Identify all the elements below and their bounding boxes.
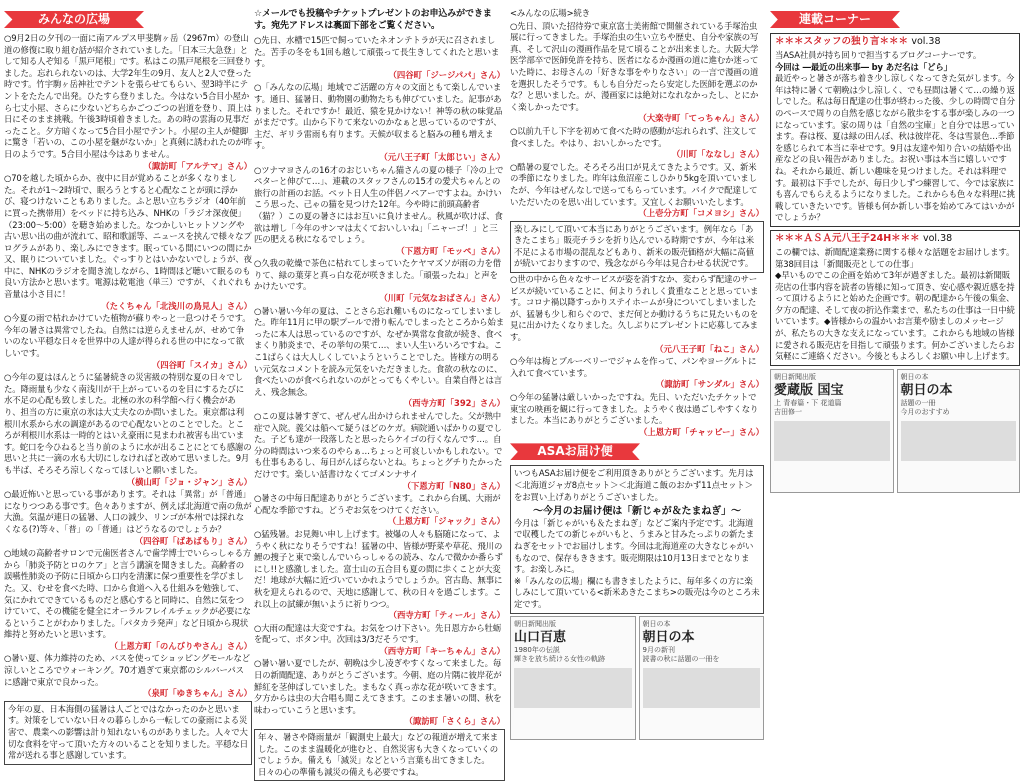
letter-entry <box>254 258 505 304</box>
asa24h-vol: vol.38 <box>922 232 953 244</box>
letter-text: ○今年は梅とブルーベリーでジャムを作って、パンやヨーグルトに入れて食べています。 <box>510 356 757 378</box>
letters-list-3 <box>510 21 764 220</box>
letter-signature: （川町「元気なおばさん」さん） <box>379 293 505 304</box>
book-subtitle: 9月の新刊 <box>642 645 675 654</box>
staff-column-body: 最近やっと暑さが落ち着き少し涼しくなってきた気がします。今年は特に暑くて朝晩は少し涼しく、でも昼間は暑くて…の繰り返しでした。私は毎日配達の仕事が終わった後、少しの時間で自分のペースで周りの自然を感じながら散歩をする事が楽しみの一つになっています。家の周りは「自然の宝庫」と自分では思っています。春は桜、夏は緑の田んぼ、秋は彼岸花、冬は雪景色…季節を感じられて本当に幸せです。9月は友達や知り合いの結婚や出産などの良い報告がありました。お祝い事は本当に嬉しいですね。それから最近、新しい趣味を見つけました。それは料理です。最初は下手でしたが、毎日少しずつ練習して、今では家族にも喜んでもらえるようになりました。これからも色々な料理に挑戦していきたいです。皆様も何か新しい事を始めてみてはいかがでしょうか？ <box>775 73 1015 223</box>
letter-entry <box>4 548 252 652</box>
letter-text: ○暑い夏、体力維持のため、バスを使ってショッピングモールなど涼しいところでウォーキング。70才過ぎて東京都のシルバーパスに感謝で東京で良かった。 <box>4 653 251 687</box>
letter-text: ○大雨の配達は大変ですね。お気をつけ下さい。先日恩方から牡蛎を配って、ボタン中。次回は3/3だそうです。 <box>254 622 502 645</box>
letter-entry <box>254 306 505 410</box>
book-publisher: 朝日新聞出版 <box>514 619 556 628</box>
letter-text: ○70を越した頃からか、夜中に目が覚めることが多くなりました。それが1～2時頃で、眠ろうとすると心配なことが頭に浮かび、寝つけないこともありました。ふと思い立ちラジオ（40年前に買った携帯用）をベッドに持ち込み、NHKの「ラジオ深夜便」（23:00～5:00）を聴き始めました。なつかしいヒットソングや古い思い出の曲が流れて、昭和歌謡等、ニュースを挟んで様々なプログラムがあり、楽しみにできます。眠っている間にいつの間にか又、眠りについていました。ぐっすりとはいかないでしょうが、夜中に、NHKのラジオを聞き流しながら、1時間ほど聴いて眠るのも良い方法かと思います。電源は乾電池（単三）ですが、くれぐれも音量は小さ目に！ <box>4 173 252 300</box>
book-publisher: 朝日の本 <box>642 619 671 628</box>
letter-signature: （諏訪町「さくら」さん） <box>404 716 505 727</box>
letter-entry <box>4 372 252 488</box>
continued-heading: <みんなの広場>続き <box>510 8 591 18</box>
book-subtitle: 上 青春篇・下 花道篇 <box>774 398 842 407</box>
letter-entry <box>4 33 252 172</box>
staff-column-intro: 当ASA社員が持ち回りで担当するブログコーナーです。 <box>775 50 982 60</box>
letter-text: ○先日、頂いた招待券で東京富士美術館で開催されている手塚治虫展に行ってきました。手塚治虫の生い立ちや歴史、自分や家族の写真、そして沢山の漫画作品を見て頃ることが出来ました。大阪大学医学部卒で医師免許を持ち、医者になるか漫画の道に進むか迷っていた時に、お母さんの「好きな事をやりなさい」の一言で漫画の道を選択したそうです。もしも自分だったら安定した医師を選ぶのかな？と思いました。が、漫画家には絶対になれなかったし、とにかく楽しかったです。 <box>510 20 759 112</box>
serial-tab <box>770 8 1020 30</box>
letter-signature: （西寺方町「ティール」さん） <box>388 610 505 621</box>
book-subtitle: 話題の一冊 <box>900 398 936 407</box>
staff-column-title <box>775 36 1015 48</box>
asa-tab-title: ASAお届け便 <box>537 444 613 459</box>
book-cover-image <box>901 421 1017 461</box>
letter-text: ○暑い暑い今年の夏は、ことさら忘れ難いものになってしまいました。昨年11月に甲の駅プールで滑り転んでしまったところから始まったに本人は思っているのですが、なぜか異常な食欲が続き、食べまくり肺炎まで、その挙句の果て…、まい人生いろいろですね。ここ1ぱらくは大人しくしていようということでした。皆様方の明るい元気なコメントを読み元気をいただきました。食欲の秋なのに、食べたいのが食べられないのがとってもくやしい。自業自得とは言え、残念無念。 <box>254 305 505 397</box>
letter-entry <box>510 126 764 161</box>
letter-entry <box>254 411 505 492</box>
column-2 <box>254 8 505 777</box>
staff-column-topic: 今回は ―最近の出来事― by あだ名は「どら」 <box>775 61 952 72</box>
book-ads-2 <box>770 369 1020 493</box>
letter-entry <box>4 313 252 371</box>
letter-entry <box>254 165 505 258</box>
letters-list-1 <box>4 33 252 700</box>
asa24h-title-text: ＊＊＊ＡＳＡ元八王子24H＊＊＊ <box>775 232 920 244</box>
staff-column <box>770 33 1020 227</box>
letters-list-3b <box>510 274 764 438</box>
asa-tab <box>510 440 764 462</box>
letter-text: ○先日、水槽で15匹で飼っていたネオンテトラが天に召されました。苦手の冬をも1回も越して頑張って長生きしてくれたと思います。 <box>254 35 500 69</box>
asa-note: ※「みんなの広場」欄にも書きましたように、毎年多くの方に楽しみにして頂いている<新米あきたこまち>の販売は今のところ未定です。 <box>514 575 760 609</box>
book-ad <box>897 369 1021 493</box>
letter-signature: （上恩方町「チャッピー」さん） <box>638 426 764 437</box>
letter-text: ○最近怖いと思っている事があります。それは「異常」が「普通」になりつつある事です。色々ありますが、例えば北海道で南の魚が大漁。気温が連日の猛暑、人口の減少、リンゴが本州では採れなくなる(?)等々、「普」の「普通」はどうなるのでしょうか？ <box>4 489 252 534</box>
letter-text: ○暑さの中毎日配達ありがとうございます。これから台風、大雨が心配な季節ですね。どうぞお気をつけてください。 <box>254 493 501 515</box>
asa24h-column <box>770 230 1020 366</box>
letter-text: ○以前九千し下字を初めて食べた時の感動が忘れられず、注文して食べました。やはり、おいしかったです。 <box>510 125 757 148</box>
letter-text: ○久我の乾燥で茶色に枯れてしまっていたケヤマズソが雨の力を借りて、緑の葉芽と真っ白な花が咲きました。「頑張ったね」と声をかけたいです。 <box>254 258 502 292</box>
letter-entry <box>4 489 252 547</box>
letter-signature: （元八王子町「太郎じい」さん） <box>379 151 505 162</box>
letter-text: ○猛残暑。お見舞い申し上げます。被爆の人々も脳随になって、ようやく秋になりそうですね！猛暑の中、皆様が野菜や草花、飛川の鯉の捜子と東で楽しんでいらっしゃるの読み、なんで微かか番らずにし!!と感激しました。富士山の五合目も夏の間に歩くことが大変だ！地球が大幅に近づいていかれようでしょうか。宮古島、無事に秋を迎えられるので、天地に感謝して、秋の日々を過ごします。これ以上の試練が無いように祈りつつ。 <box>254 528 503 609</box>
editor-note-box: 今年の夏、日本海側の猛暑は人ごとではなかったのかと思います。対策をしていない日々の暮らしから一転しての豪雨による災害で、農業への影響は計り知れないものがありました。人々で大切な食料を守って頂いた方々のいることを知りました。平穏な日常が送れる事と感謝しています。 <box>4 701 252 765</box>
editor-note-box-2: 年々、暑さや降雨量が「観測史上最大」などの報道が増えて来ました。このまま温暖化が進むと、自然災害も大きくなっていくのでしょうか。備えも「減災」などという言葉も出てきました。日々の心の準備も減災の備えも必要ですね。 <box>254 729 505 781</box>
letter-entry <box>510 162 764 220</box>
asa24h-title <box>775 233 1015 245</box>
asa24h-intro: この欄では、新聞配達業務に関する様々な話題をお届けします。第38回目は「新聞販売としての仕事」 <box>775 246 1015 269</box>
book-title: 朝日の本 <box>642 629 695 645</box>
serial-tab-title: 連載コーナー <box>798 12 871 26</box>
book-desc: 読書の秋に話題の一冊を <box>642 654 720 663</box>
asa-body: 今月は「新じゃがいも＆たまねぎ」などご案内予定です。北海道で収穫したての新じゃがいもと、うまみと甘みたっぷりの新たまねぎをセットでお届けします。今回は北海道産の大きなじゃがいもなので、保存もききます。販売期限は10月13日までとなります。お楽しみに。 <box>514 517 754 575</box>
letter-text: ○地域の高齢者サロンで元歯医者さんで歯学博士でいらっしゃる方から「肺炎予防とロのケア」と言う講演を聞きました。高齢者の誤嚥性肺炎の予防に日頃から口内を清潔に保つ重要性を学びました。又、むせを食べた時、口から食道へ入る仕組みを勉強して、気にかれてできているものだと感心すると同時に、自然に気をつけていて、その機能を健全にオーラルフレイルチェックが必要になるということがわかりました。「パタカラ発声」など日頃から現状維持と努めたいと思います。 <box>4 548 252 640</box>
letter-text: ○暑い暑い夏でしたが、朝晩は少し凌ぎやすくなって来ました。毎日の新聞配達、ありがとうございます。今朝、庭の片隅に彼岸花が鮮紅を茎伸ばしていました。まもなく真っ赤な花が咲いてきます。夕方からは虫の大合唱も聞こえてきます。このまま暑いの間、秋を味わっていこうと思います。 <box>254 658 502 715</box>
letter-entry <box>254 493 505 528</box>
letter-signature: （大楽寺町「てっちゃん」さん） <box>638 113 764 124</box>
rice-notice-box: 楽しみにして頂いて本当にありがとうございます。例年なら「あきたこまち」販売チラシを折り込んでいる時期ですが、今年は米不足による市場の混乱などもあり、新米の販売価格が大幅に高値が続いておりますので、残念ながら今年は見合わせる状況です。 <box>510 221 764 273</box>
section-tab <box>4 8 252 30</box>
staff-column-title-text: ＊＊＊スタッフの独り言＊＊＊ <box>775 36 909 47</box>
letter-signature: （上恩方町「ジャック」さん） <box>387 516 505 527</box>
letter-text: ○「みんなの広場」地域でご活躍の方々の文面ともて楽しんでいます。通日、猛暑日、動物園の動物たちも伸びていました。記事がありました。それですか！最近、猿を見かけない！神等の秋の味覚品がまだです。山から下りて来ないのかなぁと思っているのですが、主だ、ギリラ雷雨も有ります。天候が収まると脳みの種も増えます。 <box>254 82 503 151</box>
column-3 <box>510 8 764 764</box>
book-cover-image <box>643 668 761 708</box>
letter-signature: （下恩方町「N80」さん） <box>402 480 505 491</box>
asa-delivery-box <box>510 465 764 613</box>
book-subtitle: 1980年の伝説 <box>514 645 560 654</box>
letter-entry <box>254 35 505 81</box>
book-desc: 吉田修一 <box>774 407 802 416</box>
book-title: 山口百恵 <box>514 629 567 645</box>
book-publisher: 朝日新聞出版 <box>774 372 816 381</box>
letter-signature: （西寺方町「392」さん） <box>403 398 505 409</box>
letter-signature: （川町「ななし」さん） <box>671 149 764 160</box>
staff-column-vol: vol.38 <box>911 36 941 47</box>
letter-signature: （諏訪町「アルテマ」さん） <box>143 160 252 171</box>
book-desc: 今月のおすすめ <box>900 407 950 416</box>
letter-signature: （元八王子町「ねこ」さん） <box>655 343 764 354</box>
letter-text: ○世の中から色々なサービスが姿を消すなか、変わらず配達のサービスが続いていることに、何よりうれしく貴重なことと思っています。コロナ禍以降すっかりステイホームが身についてしまいましたが、猛暑も少し和らぐので、まだ何とか動けるうちに見たいものを見に出かけたくなりました。久しぶりにプレゼントに応募してみます。 <box>510 274 759 343</box>
letter-text: ○ツナマヨさんの16才のおじいちゃん猫さんの夏の様子「冷の上でペターと伸びて…」、連載のスタッフさんの15才の愛犬ちゃんとの旅行の計画のお話。ペット日人生の伴侶ノペアーですよね。かけいこう思った、己ゃの猫を見つけた12年。今や時に前頭高齢者（猫？）この夏の暑さにはお互いに負けません。秋風が吹けば、食欲は増し「今年のサンマは太くておいしいね」「ニャーゴ！」と三匹の肥える秋になるでしょう。 <box>254 164 504 245</box>
book-ads-1 <box>510 616 764 740</box>
letter-text: ○今年の猛暑は厳しいかったですね。先日、いただいたチケットで東宝の映画を観に行ってきました。ようやく夜は過ごしやすくなりました。本当にありがとうございました。 <box>510 392 759 426</box>
letter-signature: （四谷町「ばあばもり」さん） <box>134 535 252 546</box>
letter-text: ○この夏は暑すぎて、ぜんぜん出かけられませんでした。父が熱中症で入院。義父は船へて疑うほどのケガ。病院通いばかりの夏でした。子ども達が一段落したと思ったらケイゴの行くなんです…。自分の時間はいつ来るのやらぁ…ちょっと可哀しいかもしれない。でも仕事もあるし、毎日がんばらないとね。ちょっとグチりたかっただけです。楽しい話書けなくてゴメンナサイ <box>254 411 503 479</box>
letter-entry <box>254 529 505 622</box>
letter-signature: （諏訪町「サンダル」さん） <box>655 379 764 390</box>
letter-entry <box>254 623 505 658</box>
letter-text: ○9月2日の夕刊の一面に南アルプス甲斐駒ヶ岳（2967m）の登山道の修復に取り組む話が紹介されていました。「日本三大急登」として知る人ぞ知る「黒戸尾根」です。私はこの黒戸尾根を三回登りました。忘れられないのは、大学2年生の9月、友人と2人で登った時です。竹宇駒ヶ岳神社でテントを張らせてもらい、翌3時半にテントをたたんで出発。ひたすら登りました。今はない5合目小屋から七丈小屋、さらに少ないどちらかごつごつの岩道を登り、頂上は日にそのまま挑戦。午後3時頃着きました。あの時の雲海の見事だったこと。夕方暗くなって5合目小屋でテント。小屋の主人が健脚に驚き「若いの、この小屋を継がないか」と真剣に誘われたのが昨日のようです。5合目小屋は今はありません。 <box>4 33 252 159</box>
column-1 <box>4 8 252 764</box>
asa24h-body: ◆早いものでこの企画を始めて3年が過ぎました。最初は新聞販売店の仕事内容を読者の皆様に知って頂き、安心感や親近感を持って頂けるようにと始めた企画です。朝の配達から午後の集金、夕方の配達、そして夜の折込作業まで、私たちの仕事は一日中続いています。◆皆様からの温かいお言葉や励ましのメッセージが、私たちの大きな支えになっています。これからも地域の皆様に愛される販売店を目指して頑張ります。何かございましたらお気軽にご連絡ください。今後ともよろしくお願い申し上げます。 <box>775 270 1015 362</box>
letter-signature: （泉町「ゆきちゃん」さん） <box>143 688 252 699</box>
letter-signature: （四谷町「ジージパパ」さん） <box>388 69 505 80</box>
asa-intro: いつもASAお届け便をご利用頂きありがとうございます。先月は＜北海道ジャガ8点セット＞＜北海道こ飯のおかず11点セット＞をお買い上げありがとうございました。 <box>514 468 754 502</box>
letter-signature: （下恩方町「モッペ」さん） <box>396 245 505 256</box>
tab-title: みんなの広場 <box>37 12 110 26</box>
book-ad <box>510 616 636 740</box>
book-desc: 輝きを放ち続ける女性の軌跡 <box>514 654 605 663</box>
letter-entry <box>510 274 764 355</box>
letter-entry <box>254 82 505 163</box>
letter-signature: （上壱分方町「コメヨシ」さん） <box>638 208 764 219</box>
letter-signature: （上恩方町「のんびりやさん」さん） <box>109 640 252 651</box>
letter-text: ○酷暑の夏でした。そろそろ出口が見えてきたようです。又、新米の季節になりました。昨年は魚沼産こしひかり5kgを頂いていましたが、今年はぜんなしで送ってもらっています。バイクで配達していただいたのを思い出しています。又宜しくお願いいたします。 <box>510 161 758 207</box>
letter-signature: （四谷町「スイカ」さん） <box>151 359 252 370</box>
book-publisher: 朝日の本 <box>900 372 929 381</box>
letter-entry <box>254 658 505 728</box>
book-ad <box>770 369 894 493</box>
letter-signature: （横山町「ジョ・ジャン」さん） <box>126 476 252 487</box>
book-ad <box>639 616 765 740</box>
letter-text: ○今年の夏はほんとうに猛暑続きの災害級の特別な夏の日々でした。降雨量も少なく南浅川が干上がっているのを目にするたびに水不足の心配も致しました。北極の氷の科学館へ行く機会があり、担当の方に東京の氷は大丈夫なのか問いました。東京都は利根川水系から水の調達があるので心配ないとのことでした。ところが利根川水系は一時的とはいえ豪雨に見まわれ被害も出ています。蛇口を今ひねると当り前のように水が出ることにとても感謝の思いと共に一滴の水も大切にしなければと改めて思いました。9月も半ば、そろそろ涼しくなってほしいと願いました。 <box>4 372 252 475</box>
book-cover-image <box>514 668 632 708</box>
mail-notice: ☆メールでも投稿やチケットプレゼントのお申込みができます。宛先アドレスは裏面下部をご覧ください。 <box>254 9 492 31</box>
letter-entry <box>510 392 764 438</box>
letter-signature: （たくちゃん「北浅川の鳥見人」さん） <box>101 300 252 311</box>
letter-entry <box>4 653 252 699</box>
letter-entry <box>4 173 252 312</box>
asa-subtitle: 〜今月のお届け便は「新じゃが＆たまねぎ」〜 <box>533 506 741 518</box>
letters-list-2 <box>254 35 505 728</box>
letter-text: ○今夏の雨で枯れかけていた植物が蘇りやっと一息つけそうです。今年の暑さは異常でしたね。自然には逆らえませんが、せめて争いのない平穏な日々を世界中の人達が得られる世の中になって欲しいです。 <box>4 313 251 359</box>
book-title: 朝日の本 <box>900 382 953 398</box>
letter-signature: （西寺方町「キーちゃん」さん） <box>379 645 505 656</box>
letter-entry <box>510 21 764 125</box>
book-cover-image <box>774 421 890 461</box>
column-4 <box>770 8 1020 764</box>
letter-entry <box>510 356 764 391</box>
book-title: 愛蔵版 国宝 <box>774 382 844 398</box>
